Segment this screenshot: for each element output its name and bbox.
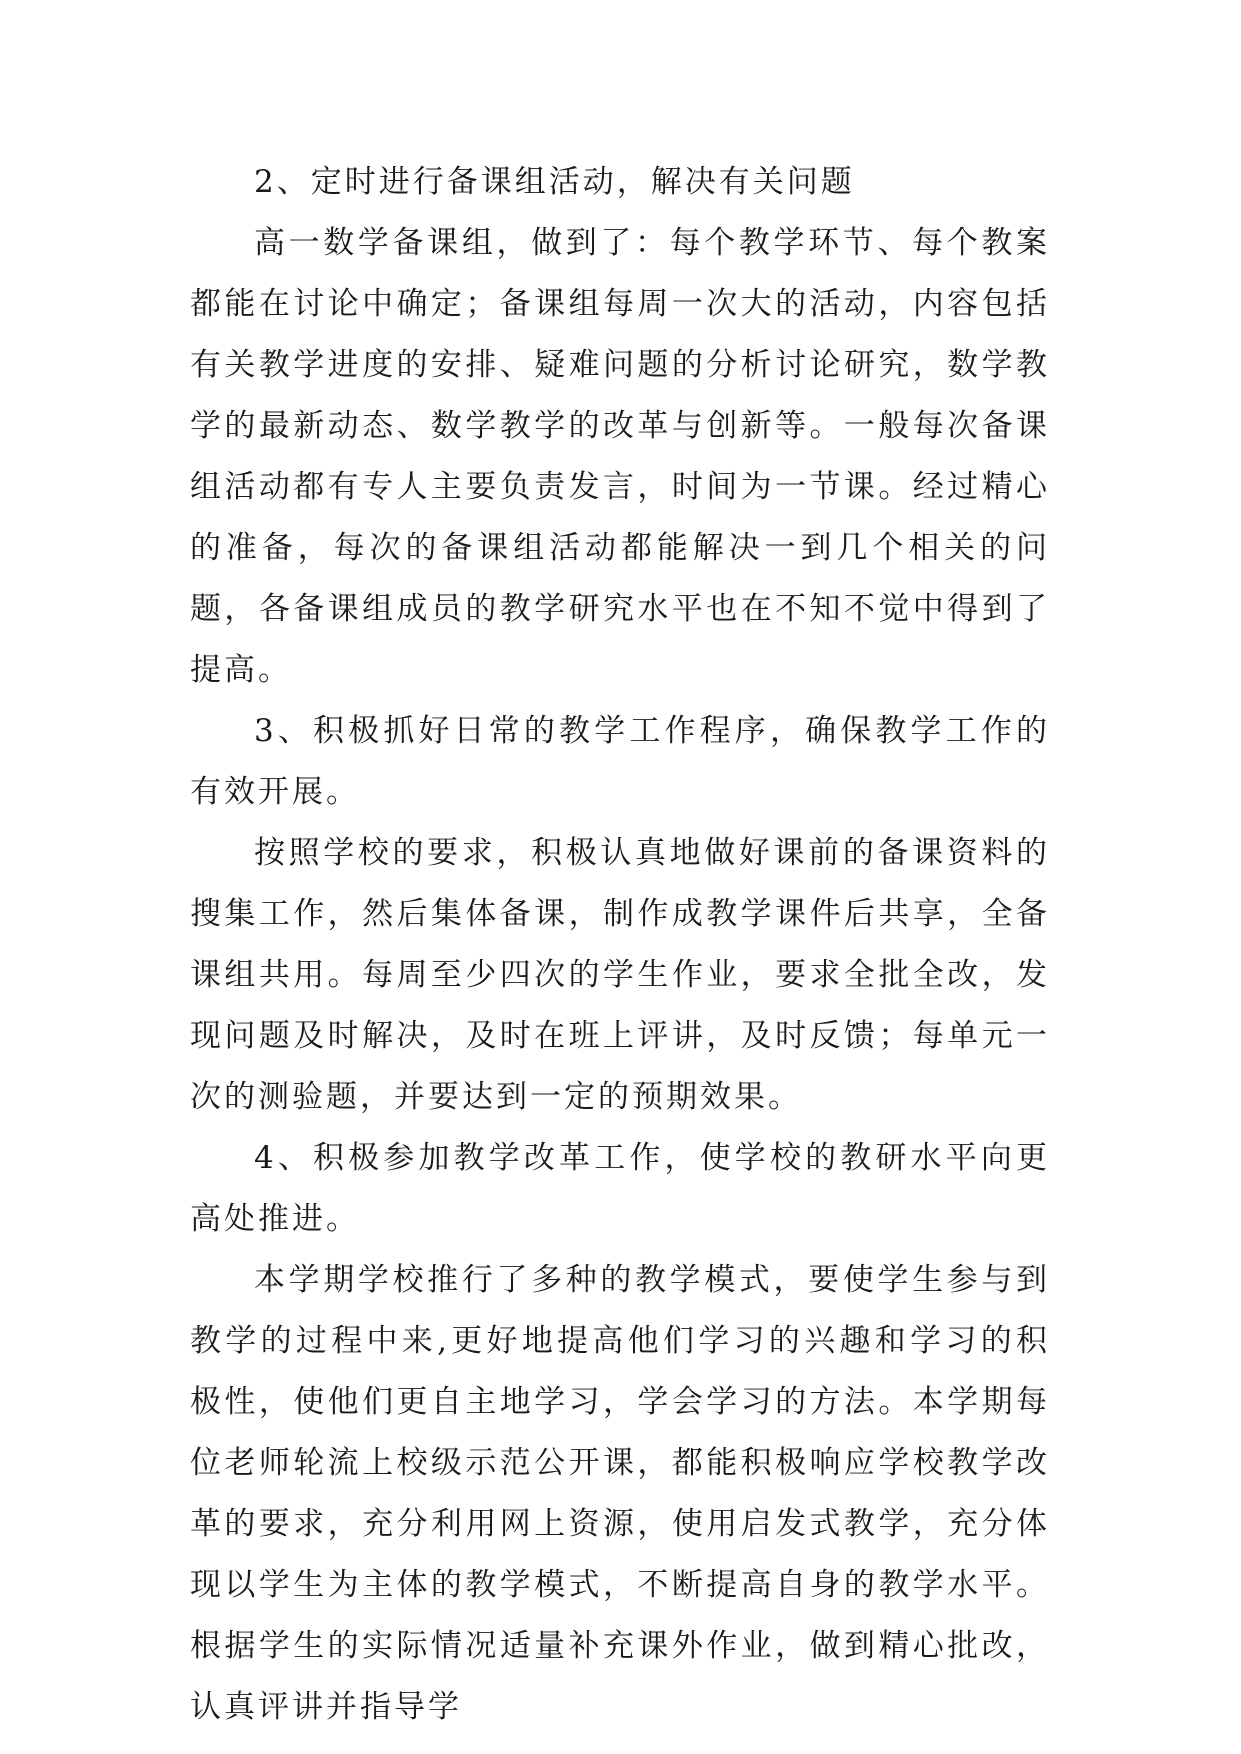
section-heading-4: 4、积极参加教学改革工作，使学校的教研水平向更高处推进。 bbox=[190, 1140, 1050, 1237]
paragraph-daily-work: 按照学校的要求，积极认真地做好课前的备课资料的搜集工作，然后集体备课，制作成教学课件后共享，全备课组共用。每周至少四次的学生作业，要求全批全改，发现问题及时解决，及时在班上评讲，及时反馈；每单元一次的测验题，并要达到一定的预期效果。 bbox=[190, 835, 1050, 1115]
section-heading-3: 3、积极抓好日常的教学工作程序，确保教学工作的有效开展。 bbox=[190, 713, 1050, 810]
paragraph-lesson-group: 高一数学备课组，做到了：每个教学环节、每个教案都能在讨论中确定；备课组每周一次大的活动，内容包括有关教学进度的安排、疑难问题的分析讨论研究，数学教学的最新动态、数学教学的改革与创新等。一般每次备课组活动都有专人主要负责发言，时间为一节课。经过精心的准备，每次的备课组活动都能解决一到几个相关的问题，各备课组成员的教学研究水平也在不知不觉中得到了提高。 bbox=[190, 225, 1050, 688]
document-body bbox=[190, 152, 1050, 1738]
section-heading-2: 2、定时进行备课组活动，解决有关问题 bbox=[254, 164, 855, 200]
paragraph-teaching-reform: 本学期学校推行了多种的教学模式，要使学生参与到教学的过程中来,更好地提高他们学习的兴趣和学习的积极性，使他们更自主地学习，学会学习的方法。本学期每位老师轮流上校级示范公开课，都能积极响应学校教学改革的要求，充分利用网上资源，使用启发式教学，充分体现以学生为主体的教学模式，不断提高自身的教学水平。根据学生的实际情况适量补充课外作业，做到精心批改，认真评讲并指导学 bbox=[190, 1262, 1050, 1725]
